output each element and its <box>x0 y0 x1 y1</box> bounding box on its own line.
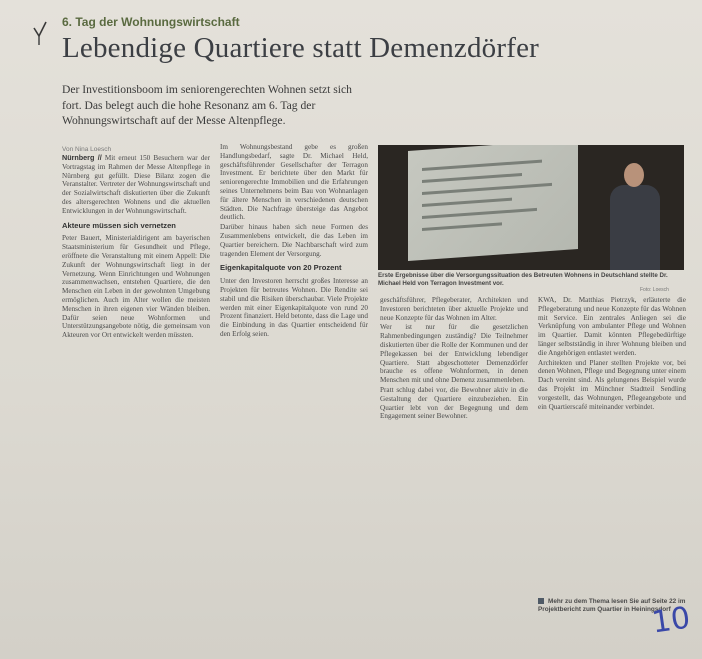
article-column-3 <box>380 296 528 626</box>
column-paragraph: geschäftsführer, Pflegeberater, Architekten und Investoren berichteten über aktuelle Projekte und neue Konzepte für das Wohnen im Alter. <box>380 296 528 322</box>
article-lead: Der Investitionsboom im seniorengerechten Wohnen setzt sich fort. Das belegt auch die hohe Resonanz am 6. Tag der Wohnungswirtschaft auf der Messe Altenpflege. <box>62 83 352 128</box>
section-subhead: Eigenkapitalquote von 20 Prozent <box>220 263 342 273</box>
speaker-head <box>624 163 644 187</box>
column-paragraph: Peter Bauert, Ministerialdirigent am bayerischen Staatsministerium für Gesundheit und Pflege, eröffnete die Veranstaltung mit einem Appell: Die Zukunft der Wohnungswirtschaft liegt in der Vernetzung. Wenn Einrichtungen und Wohnungen zusammenwachsen, entstehen Quartiere, die den Menschen ein Leben in der gewohnten Umgebung ermöglichen. Auch im Alter wollen die meisten Menschen in ihren eigenen vier Wänden bleiben. Dafür seien neue Wohnformen und Unterstützungsangebote nötig, die gemeinsam von Akteuren vor Ort entwickelt werden müssten. <box>62 234 210 340</box>
column-paragraph: Pratt schlug dabei vor, die Bewohner aktiv in die Gestaltung der Quartiere einzubeziehen. Ein Quartier lebt von der Begegnung und dem Engagement seiner Bewohner. <box>380 385 528 421</box>
article-kicker: 6. Tag der Wohnungswirtschaft <box>62 15 240 29</box>
dateline: Nürnberg // <box>62 154 102 162</box>
column-paragraph: Unter den Investoren herrscht großes Interesse an Projekten für betreutes Wohnen. Die Rendite sei stabil und die Risiken überschaubar. Viele Projekte werden mit einer Eigenkapitalquote von rund 20 Prozent finanziert. Held betonte, dass die Lage und die Einbindung in das Quartier entscheidend für den Erfolg seien. <box>220 277 368 338</box>
column-paragraph: Im Wohnungsbestand gebe es großen Handlungsbedarf, sagte Dr. Michael Held, geschäftsführender Gesellschafter der Terragon Investment. Er berichtete über den Markt für seniorengerechte Immobilien und die Erfahrungen seines Unternehmens beim Bau von Wohnanlagen für ältere Menschen in verschiedenen deutschen Städten. Die Nachfrage übersteige das Angebot deutlich. <box>220 143 368 222</box>
article-column-2 <box>220 143 368 643</box>
article-byline: Von Nina Loesch <box>62 146 112 153</box>
teaser-text: Mehr zu dem Thema lesen Sie auf Seite 22 im Projektbericht zum Quartier in Heiningsdorf <box>538 598 686 613</box>
photo-credit: Foto: Loesch <box>640 287 669 293</box>
handwritten-page-number: 10 <box>649 600 693 641</box>
teaser-square-icon <box>538 598 544 604</box>
check-mark-icon <box>32 20 48 46</box>
column-paragraph: Architekten und Planer stellten Projekte vor, bei denen Wohnen, Pflege und Begegnung unter einem Dach vereint sind. Als gelungenes Beispiel wurde das Projekt im Münchner Stadtteil Sendling vorgestellt, das Wohnungen, Pflegeangebote und ein Quartierscafé miteinander verbindet. <box>538 358 686 411</box>
column-paragraph <box>62 154 210 216</box>
article-column-1 <box>62 154 210 619</box>
speaker-figure <box>610 185 660 270</box>
article-column-4 <box>538 296 686 586</box>
paragraph-text: Mit erneut 150 Besuchern war der Vortragstag im Rahmen der Messe Altenpflege in Nürnberg gut gefüllt. Diese Bilanz zogen die Veranstalter. Vertreter der Wohnungswirtschaft und der Sozialwirtschaft diskutierten über die Zukunft des altersgerechten Wohnens und die aktuellen Entwicklungen in der Wohnungswirtschaft. <box>62 154 210 215</box>
photo-caption: Erste Ergebnisse über die Versorgungssituation des Betreuten Wohnens in Deutschland stellte Dr. Michael Held von Terragon Investment vor. <box>378 272 668 287</box>
projection-screen <box>408 145 578 261</box>
section-subhead: Akteure müssen sich vernetzen <box>62 220 176 230</box>
column-paragraph: KWA, Dr. Matthias Pietrzyk, erläuterte die Pflegeberatung und neue Konzepte für das Wohnen mit Service. Ein zentrales Anliegen sei die Verknüpfung von ambulanter Pflege und Wohnen im Quartier. Damit könnten Pflegebedürftige länger selbstständig in ihrer Wohnung bleiben und die Angehörigen entlastet werden. <box>538 296 686 357</box>
article-photo <box>378 145 684 270</box>
column-paragraph: Darüber hinaus haben sich neue Formen des Zusammenlebens entwickelt, die das Leben im Quartier bereichern. Die Nachbarschaft wird zum tragenden Element der Versorgung. <box>220 223 368 258</box>
article-headline: Lebendige Quartiere statt Demenzdörfer <box>62 32 540 64</box>
column-paragraph: Wer ist nur für die gesetzlichen Rahmenbedingungen zuständig? Die Teilnehmer diskutierten über die Rolle der Kommunen und der Pflegekassen bei der Entwicklung lebendiger Quartiere. Statt abgeschotteter Demenzdörfer brauche es offene Wohnformen, in denen Menschen mit und ohne Demenz zusammenleben. <box>380 323 528 385</box>
